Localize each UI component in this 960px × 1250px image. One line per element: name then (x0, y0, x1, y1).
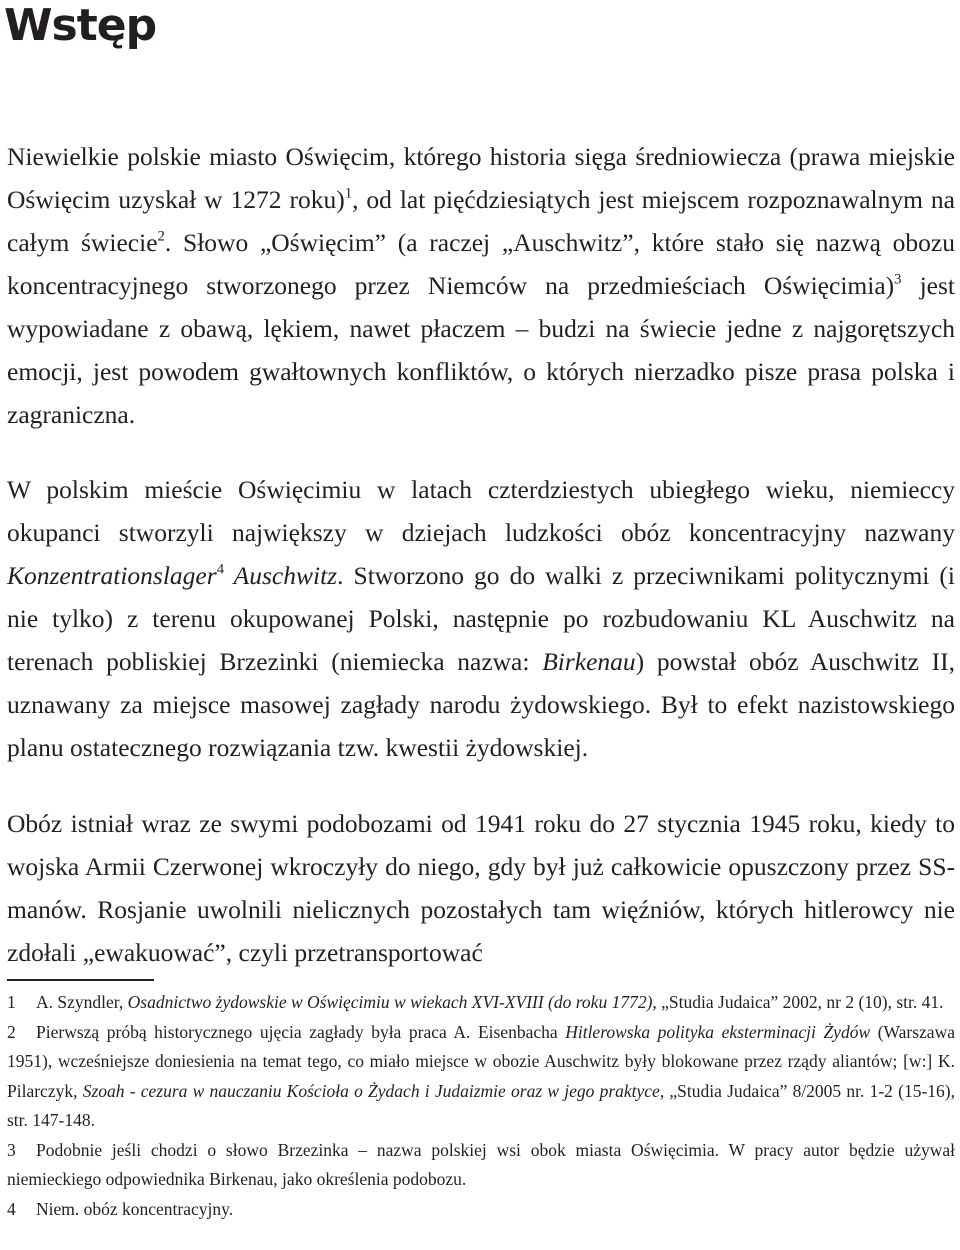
paragraph-text: , od lat pięćdziesiątych jest miejscem rozpoznawalnym na całym świecie (7, 185, 955, 257)
paragraph-text: Niewielkie polskie miasto Oświęcim, którego historia sięga średniowiecza (prawa miejskie Oświęcim uzyskał w 1272 roku) (7, 142, 955, 214)
italic-term: Konzentrationslager (7, 561, 217, 590)
paragraph-text: W polskim mieście Oświęcimiu w latach czterdziestych ubiegłego wieku, niemieccy okupanci stworzyli największy w dziejach ludzkości obóz koncentracyjny nazwany (7, 475, 955, 547)
footnote-number: 1 (7, 992, 16, 1012)
footnote-1 (7, 988, 955, 1018)
page-title: Wstęp (4, 0, 157, 51)
paragraph-2 (7, 468, 955, 769)
footnote-title: Hitlerowska polityka eksterminacji Żydów (565, 1021, 871, 1042)
footnote-text: , „Studia Judaica” 8/2005 nr. 1-2 (15-16), str. 147-148. (7, 1080, 955, 1130)
footnote-text: , „Studia Judaica” 2002, nr 2 (10), str. 41. (652, 992, 944, 1012)
footnote-title: Szoah - cezura w nauczaniu Kościoła o Żydach i Judaizmie oraz w jego praktyce (82, 1080, 660, 1101)
footnote-text: Pierwszą próbą historycznego ujęcia zagłady była praca A. Eisenbacha (36, 1021, 566, 1042)
footnotes (7, 988, 955, 1224)
italic-term: Auschwitz (224, 561, 338, 590)
footnote-text: A. Szyndler, (36, 992, 128, 1012)
paragraph-text: Obóz istniał wraz ze swymi podobozami od 1941 roku do 27 stycznia 1945 roku, kiedy to wojska Armii Czerwonej wkroczyły do niego, gdy był już całkowicie opuszczony przez SS-manów. Rosjanie uwolnili nielicznych pozostałych tam więźniów, których hitlerowcy nie zdołali „ewakuować”, czyli przetransportować (7, 809, 955, 967)
footnote-ref-4[interactable]: 4 (216, 561, 225, 578)
italic-term: Birkenau (542, 647, 636, 676)
footnote-2 (7, 1018, 955, 1136)
paragraph-text: jest wypowiadane z obawą, lękiem, nawet płaczem – budzi na świecie jedne z najgorętszych emocji, jest powodem gwałtownych konfliktów, o których nierzadko pisze prasa polska i zagraniczna. (7, 271, 955, 429)
footnote-4 (7, 1195, 955, 1225)
paragraph-text: ) powstał obóz Auschwitz II, uznawany za miejsce masowej zagłady narodu żydowskiego. Był to efekt nazistowskiego planu ostatecznego rozwiązania tzw. kwestii żydowskiej. (7, 647, 955, 762)
paragraph-text: . Stworzono go do walki z przeciwnikami politycznymi (i nie tylko) z terenu okupowanej Polski, następnie po rozbudowaniu KL Auschwitz na terenach pobliskiej Brzezinki (niemiecka nazwa: (7, 561, 955, 676)
paragraph-text: . Słowo „Oświęcim” (a raczej „Auschwitz”, które stało się nazwą obozu koncentracyjnego stworzonego przez Niemców na przedmieściach Oświęcimia) (7, 228, 955, 300)
footnote-3 (7, 1136, 955, 1195)
paragraph-3 (7, 802, 955, 974)
footnote-ref-2[interactable]: 2 (157, 228, 165, 245)
footnote-number: 4 (7, 1198, 16, 1219)
footnote-text: Podobnie jeśli chodzi o słowo Brzezinka – nazwa polskiej wsi obok miasta Oświęcimia. W pracy autor będzie używał niemieckiego odpowiednika Birkenau, jako określenia podobozu. (7, 1139, 955, 1189)
footnote-number: 2 (7, 1021, 16, 1042)
footnote-divider (7, 979, 154, 981)
footnote-ref-1[interactable]: 1 (344, 185, 353, 202)
footnote-text: Niem. obóz koncentracyjny. (36, 1198, 234, 1219)
footnote-title: Osadnictwo żydowskie w Oświęcimiu w wiekach XVI-XVIII (do roku 1772) (127, 992, 653, 1012)
footnote-ref-3[interactable]: 3 (894, 271, 902, 288)
footnote-text: (Warszawa 1951), wcześniejsze doniesienia na temat tego, co miało miejsce w obozie Auschwitz były blokowane przez rządy aliantów; [w:] K. Pilarczyk, (7, 1021, 955, 1101)
paragraph-1 (7, 135, 955, 436)
footnote-number: 3 (7, 1139, 16, 1160)
